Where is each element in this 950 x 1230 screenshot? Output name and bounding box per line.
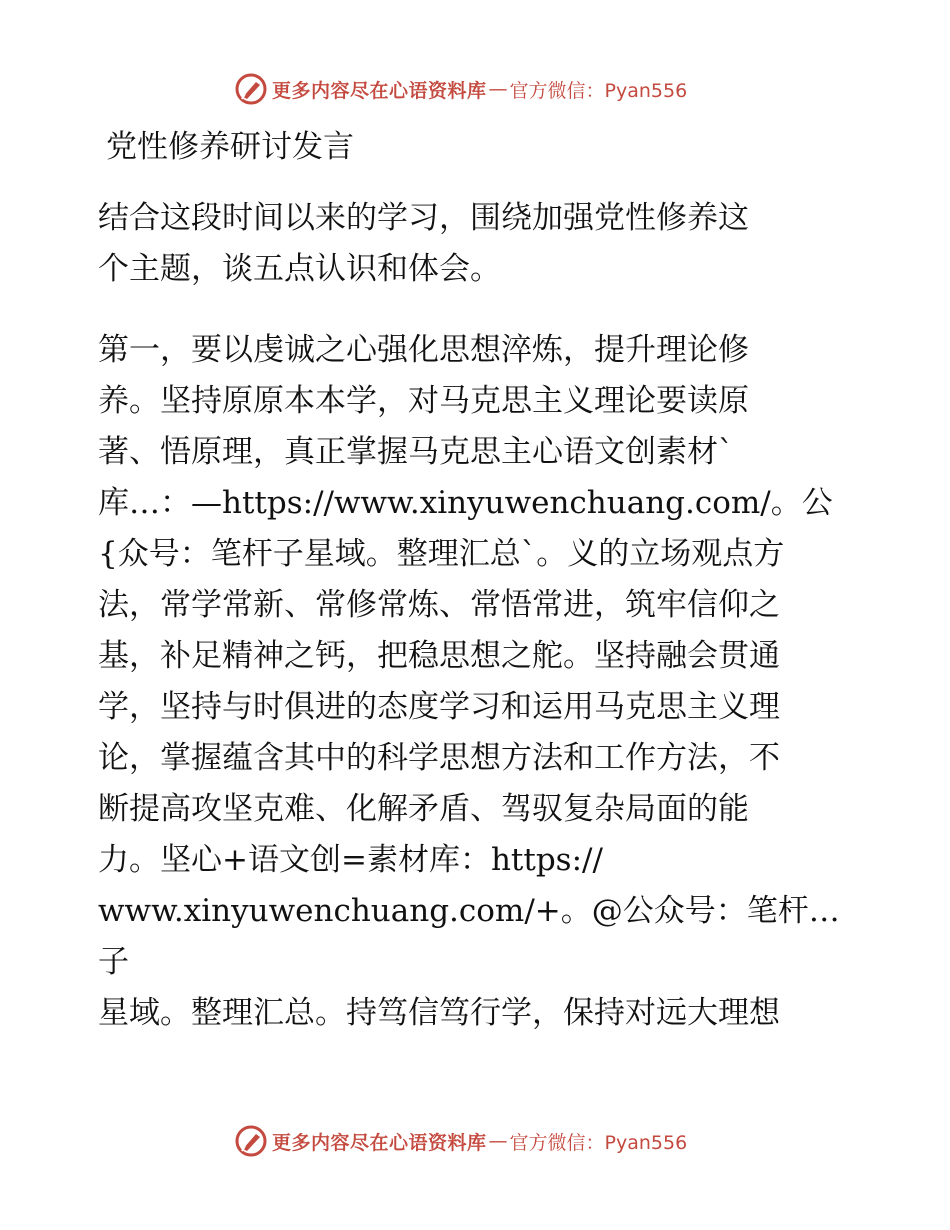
quill-pen-logo-icon <box>234 72 268 106</box>
quill-pen-logo-icon <box>234 1124 268 1158</box>
banner-contact: 官方微信：Pyan556 <box>509 1131 688 1154</box>
banner-slogan: 更多内容尽在心语资料库 <box>272 79 487 102</box>
banner-separator: — <box>488 1130 508 1152</box>
banner-contact: 官方微信：Pyan556 <box>509 79 688 102</box>
document-title: 党性修养研讨发言 <box>106 129 354 165</box>
paragraph-intro: 结合这段时间以来的学习，围绕加强党性修养这 个主题，谈五点认识和体会。 <box>98 200 749 287</box>
banner-slogan: 更多内容尽在心语资料库 <box>272 1131 487 1154</box>
paragraph-first-point: 第一，要以虔诚之心强化思想淬炼，提升理论修 养。坚持原原本本学，对马克思主义理论要读原 著、悟原理，真正掌握马克思主心语文创素材` 库…：—https://www.xinyuwenchuang.com/。公 {众号：笔杆子星域。整理汇总`。义的立场观点方 法，常学常新、常修常炼、常悟常进，筑牢信仰之 基，补足精神之钙，把稳思想之舵。坚持融会贯通 学，坚持与时俱进的态度学习和运用马克思主义理 论，掌握蕴含其中的科学思想方法和工作方法，不 断提高攻坚克难、化解矛盾、驾驭复杂局面的能 力。坚心+语文创=素材库：https:// www.xinyuwenchuang.com/+。@公众号：笔杆…子 星域。整理汇总。持笃信笃行学，保持对远大理想 <box>98 332 840 1031</box>
header-banner <box>234 72 687 106</box>
banner-separator: — <box>488 78 508 100</box>
footer-banner <box>234 1124 687 1158</box>
